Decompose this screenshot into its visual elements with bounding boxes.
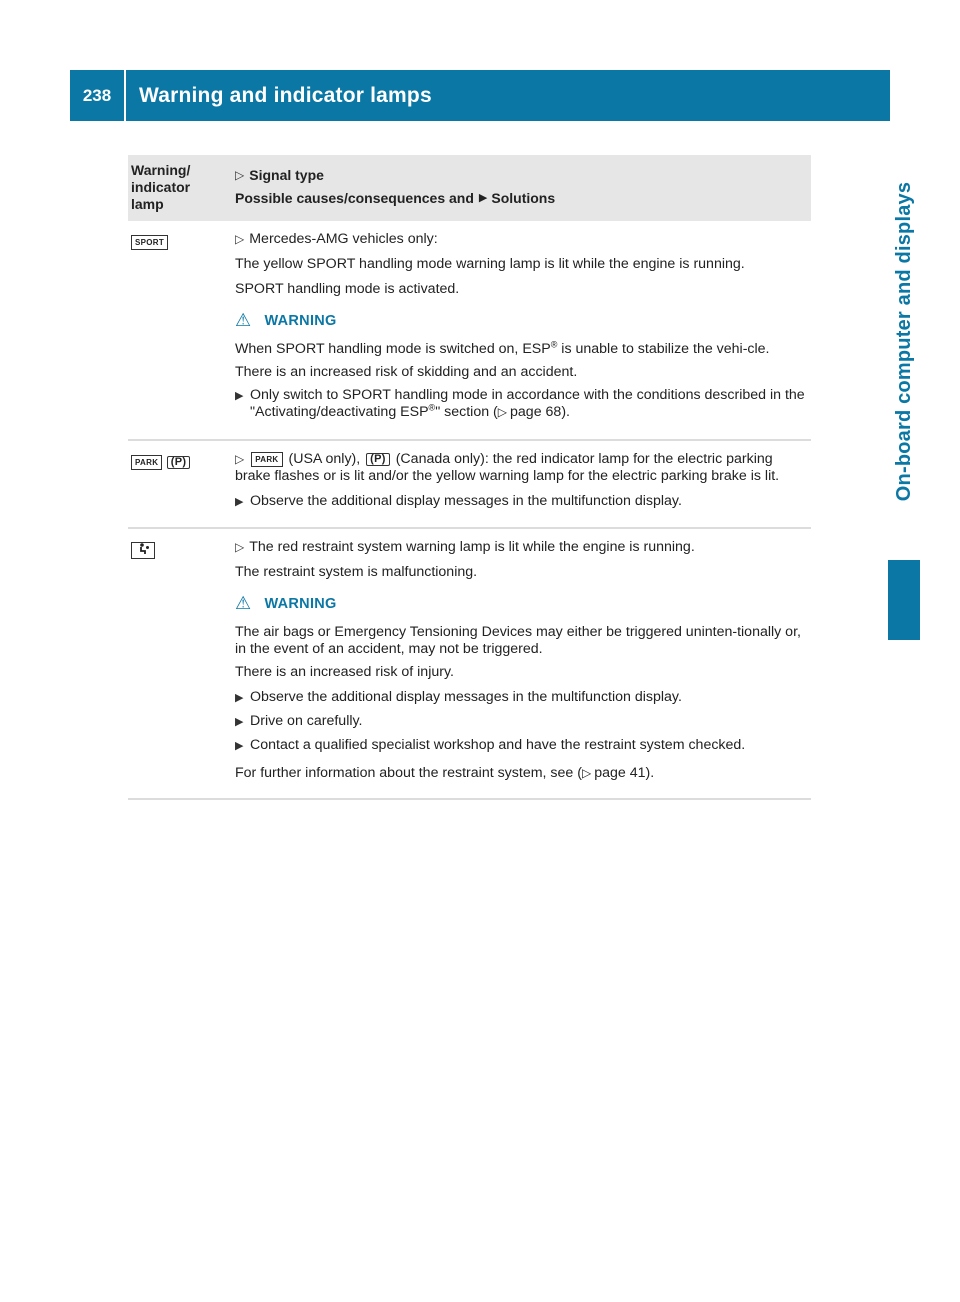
parking-brake-lamp-icon: (P) — [366, 453, 390, 466]
page-link[interactable]: page 68). — [510, 404, 570, 420]
solution-step: ▶ Contact a qualified specialist workshop and have the restraint system checked. — [235, 737, 746, 753]
signal-type-icon: ▷ — [235, 452, 245, 466]
seated-person-airbag-icon — [136, 543, 150, 555]
table-row: ▷ The red restraint system warning lamp is lit while the engine is running. The restraint system is malfunctioning. ⚠ WARNING The air bags or Emergency Tensioning Devices may either be triggered uninten-tionally or, in the event of an accident, may not be triggered. There is an increased risk of injury. ▶ Observe the additional display messages in the multifunction display. ▶ Drive on carefully. ▶ Contact a qualified specialist workshop and have the restraint system checked. For further information about the restraint system, see (▷ page 41). — [128, 529, 811, 800]
solution-step: ▶ Observe the additional display messages in the multifunction display. — [235, 493, 682, 509]
col-header-signal: ▷ Signal type Possible causes/consequences and ▶ Solutions — [235, 166, 556, 206]
park-lamp-icon: PARK — [251, 452, 282, 467]
page-link[interactable]: page 41). — [594, 765, 655, 781]
warning-heading: ⚠ WARNING — [235, 310, 337, 330]
warning-heading: ⚠ WARNING — [235, 593, 337, 613]
signal-type-icon: ▷ — [235, 167, 245, 182]
page-header — [70, 70, 890, 121]
sport-lamp-icon: SPORT — [131, 235, 168, 250]
signal-type-icon: ▷ — [235, 540, 245, 554]
warning-triangle-icon: ⚠ — [235, 310, 252, 330]
col-header-lamp: Warning/ indicator lamp — [131, 162, 191, 212]
solution-step: ▶ Only switch to SPORT handling mode in accordance with the conditions described in the "Activating/deactivating ESP®" section (▷ page 68). — [235, 387, 805, 420]
page-title: Warning and indicator lamps — [139, 83, 432, 107]
step-arrow-icon: ▶ — [235, 692, 244, 704]
table-row: SPORT ▷ Mercedes-AMG vehicles only: The yellow SPORT handling mode warning lamp is lit while the engine is running. SPORT handling mode is activated. ⚠ WARNING When SPORT handling mode is switched on, ESP® is unable to stabilize the vehi-cle. There is an increased risk of skidding and an accident. ▶ Only switch to SPORT handling mode in accordance with the conditions described in the "Activating/deactivating ESP®" section (▷ page 68). — [128, 221, 811, 441]
page-ref-icon: ▷ — [581, 766, 592, 780]
side-section-label-text: On-board computer and displays — [893, 181, 916, 501]
page-number: 238 — [70, 70, 126, 121]
warning-triangle-icon: ⚠ — [235, 593, 252, 613]
solution-icon: ▶ — [478, 192, 488, 204]
step-arrow-icon: ▶ — [235, 496, 244, 508]
table-header — [128, 155, 811, 221]
park-lamp-icon: PARK — [131, 455, 162, 470]
restraint-system-lamp-icon — [131, 542, 155, 559]
solution-step: ▶ Drive on carefully. — [235, 713, 363, 729]
page-ref-icon: ▷ — [497, 405, 508, 419]
signal-type-icon: ▷ — [235, 232, 245, 246]
step-arrow-icon: ▶ — [235, 390, 244, 402]
table-row: PARK (P) ▷ PARK (USA only), (P) (Canada only): the red indicator lamp for the electric parking brake flashes or is lit and/or the yellow warning lamp for the electric parking brake is lit. ▶ Observe the additional display messages in the multifunction display. — [128, 441, 811, 529]
parking-brake-lamp-icon: (P) — [167, 456, 191, 469]
side-section-label — [890, 121, 920, 561]
warning-lamps-table — [128, 155, 811, 800]
step-arrow-icon: ▶ — [235, 716, 244, 728]
side-tab-marker — [888, 560, 920, 640]
solution-step: ▶ Observe the additional display messages in the multifunction display. — [235, 689, 682, 705]
step-arrow-icon: ▶ — [235, 740, 244, 752]
